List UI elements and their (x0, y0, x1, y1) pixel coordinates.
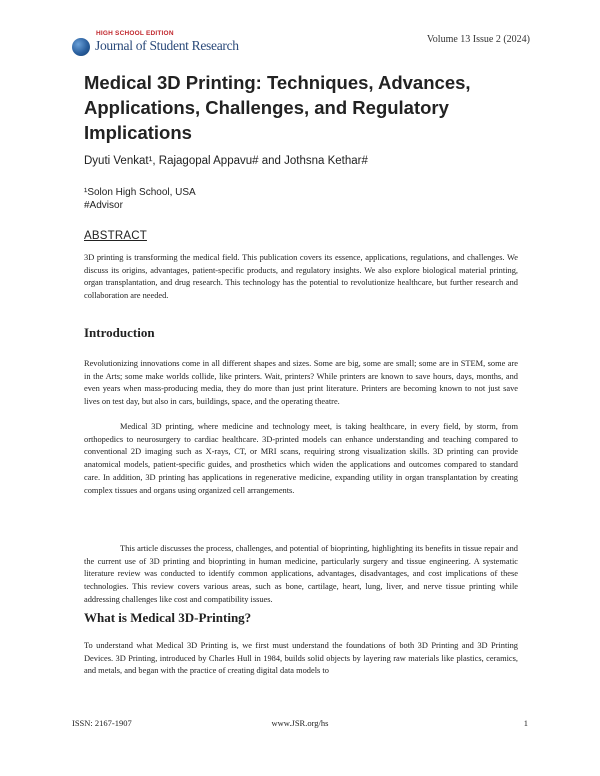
intro-paragraph-1: Revolutionizing innovations come in all different shapes and sizes. Some are big, some are small; some are in STEM, some are in the Arts; some make worlds collide, like printers. Wait, printers? While printers are known to save hours, days, months, and even years when mass-producing media, they do more than just print literature. Printers are becoming known to not just save lives on test day, but also in cars, buildings, space, and the operating theatre. (84, 359, 518, 407)
author-list: Dyuti Venkat¹, Rajagopal Appavu# and Jothsna Kethar# (84, 155, 368, 167)
footer-issn: ISSN: 2167-1907 (72, 718, 132, 728)
affiliation-school: ¹Solon High School, USA (84, 187, 196, 198)
affiliations (84, 186, 196, 212)
page-number: 1 (523, 718, 528, 728)
abstract-heading: ABSTRACT (84, 230, 147, 242)
abstract-text: 3D printing is transforming the medical field. This publication covers its essence, applications, regulations, and challenges. We discuss its origins, advantages, patient-specific products, and regulatory insights. We also explore biological material printing, organ transplantation, and drug research. This technology has the potential to revolutionize healthcare, but further research and collaboration are needed. (84, 253, 518, 301)
globe-icon (72, 38, 90, 56)
journal-logo (72, 30, 242, 60)
intro-paragraph-3: This article discusses the process, challenges, and potential of bioprinting, highlighting its benefits in tissue repair and the current use of 3D printing and bioprinting in human medicine, particularly surgery and tissue engineering. A systematic literature review was conducted to identify common applications, advantages, disadvantages, and cost implications of these technologies. This review covers various areas, such as bone, cartilage, heart, lung, liver, and nerve tissue printing while addressing challenges like cost and compatibility issues. (84, 544, 518, 604)
section2-paragraph-1: To understand what Medical 3D Printing is, we first must understand the foundations of both 3D Printing and 3D Printing Devices. 3D Printing, introduced by Charles Hull in 1984, builds solid objects by layering raw materials like plastics, ceramics, and metals, and began with the practice of creating digital data models to (84, 641, 518, 676)
edition-label: HIGH SCHOOL EDITION (96, 30, 174, 37)
journal-name: Journal of Student Research (95, 38, 239, 53)
affiliation-advisor: #Advisor (84, 200, 123, 211)
footer-url[interactable]: www.JSR.org/hs (271, 718, 329, 728)
introduction-heading: Introduction (84, 325, 155, 340)
intro-paragraph-2: Medical 3D printing, where medicine and technology meet, is taking healthcare, in every field, by storm, from orthopedics to neurosurgery to cardiac healthcare. 3D-printed models can enhance understanding and teaching compared to conventional 2D imaging such as X-rays, CT, or MRI scans, requiring strong visualization skills. 3D printing can provide anatomical models, patient-specific guides, and prosthetics which widen the applications and outcomes compared to standard care. In addition, 3D printing has applications in regenerative medicine, expanding utility in organ transplantation by creating complex tissues and organs using organized cell arrangements. (84, 422, 518, 495)
section-heading-medical-3d-printing: What is Medical 3D-Printing? (84, 610, 252, 625)
paper-title: Medical 3D Printing: Techniques, Advances, Applications, Challenges, and Regulatory Implications (84, 72, 471, 143)
volume-issue: Volume 13 Issue 2 (2024) (426, 34, 530, 45)
